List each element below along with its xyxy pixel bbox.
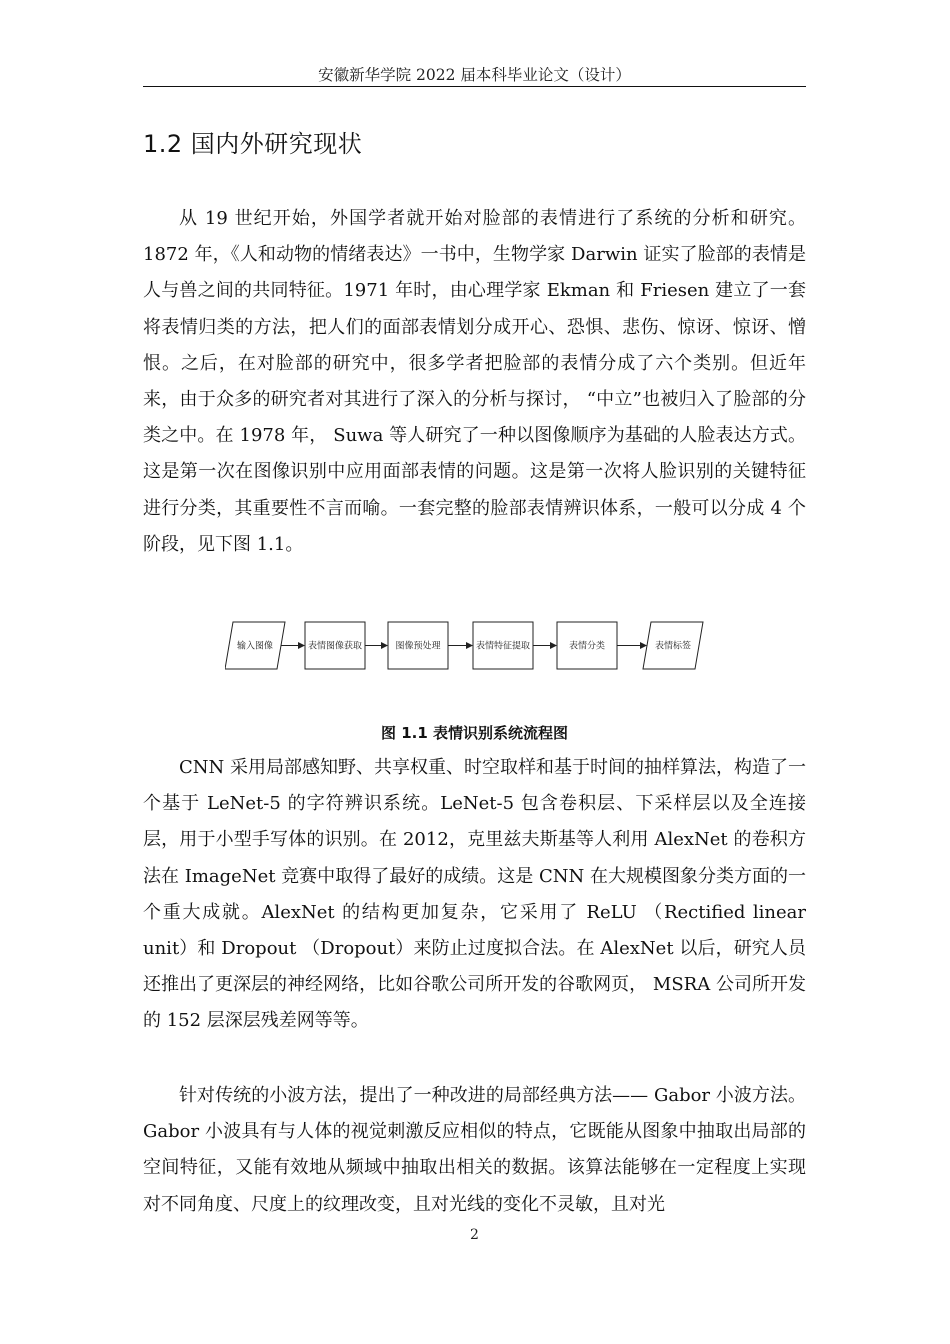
flow-node-label-4: 表情特征提取 — [475, 641, 531, 652]
section-heading: 1.2 国内外研究现状 — [143, 130, 363, 158]
body-paragraph-1: 从 19 世纪开始，外国学者就开始对脸部的表情进行了系统的分析和研究。1872 年，《人和动物的情绪表达》一书中，生物学家 Darwin 证实了脸部的表情是人与兽之间的共同特征。1971 年时，由心理学家 Ekman 和 Friesen 建立了一套将表情归类的方法，把人们的面部表情划分成开心、恐惧、悲伤、惊讶、惊讶、憎恨。之后，在对脸部的研究中，很多学者把脸部的表情分成了六个类别。但近年来，由于众多的研究者对其进行了深入的分析与探讨， “中立”也被归入了脸部的分类之中。在 1978 年， Suwa 等人研究了一种以图像顺序为基础的人脸表达方式。这是第一次在图像识别中应用面部表情的问题。这是第一次将人脸识别的关键特征进行分类，其重要性不言而喻。一套完整的脸部表情辨识体系，一般可以分成 4 个阶段，见下图 1.1。 — [143, 208, 806, 555]
flow-node-label-6: 表情标签 — [654, 641, 692, 652]
flowchart-svg — [225, 618, 705, 673]
page-number: 2 — [470, 1227, 479, 1243]
flow-node-label-5: 表情分类 — [568, 641, 606, 652]
header-rule — [143, 86, 806, 87]
body-paragraph-2: CNN 采用局部感知野、共享权重、时空取样和基于时间的抽样算法，构造了一个基于 LeNet-5 的字符辨识系统。LeNet-5 包含卷积层、下采样层以及全连接层，用于小型手写体的识别。在 2012，克里兹夫斯基等人利用 AlexNet 的卷积方法在 ImageNet 竞赛中取得了最好的成绩。这是 CNN 在大规模图象分类方面的一个重大成就。AlexNet 的结构更加复杂，它采用了 ReLU （Rectified linear unit）和 Dropout （Dropout）来防止过度拟合法。在 AlexNet 以后，研究人员还推出了更深层的神经网络，比如谷歌公司所开发的谷歌网页， MSRA 公司所开发的 152 层深层残差网等等。 — [143, 757, 806, 1032]
flowchart-figure — [225, 618, 705, 673]
flow-node-label-1: 输入图像 — [236, 641, 274, 652]
flow-node-label-2: 表情图像获取 — [307, 641, 363, 652]
running-header: 安徽新华学院 2022 届本科毕业论文（设计） — [318, 66, 631, 84]
body-paragraph-3: 针对传统的小波方法，提出了一种改进的局部经典方法—— Gabor 小波方法。Gabor 小波具有与人体的视觉刺激反应相似的特点，它既能从图象中抽取出局部的空间特征，又能有效地从频域中抽取出相关的数据。该算法能够在一定程度上实现对不同角度、尺度上的纹理改变，且对光线的变化不灵敏，且对光 — [143, 1085, 806, 1215]
figure-caption: 图 1.1 表情识别系统流程图 — [380, 724, 569, 742]
flow-node-label-3: 图像预处理 — [395, 641, 441, 652]
